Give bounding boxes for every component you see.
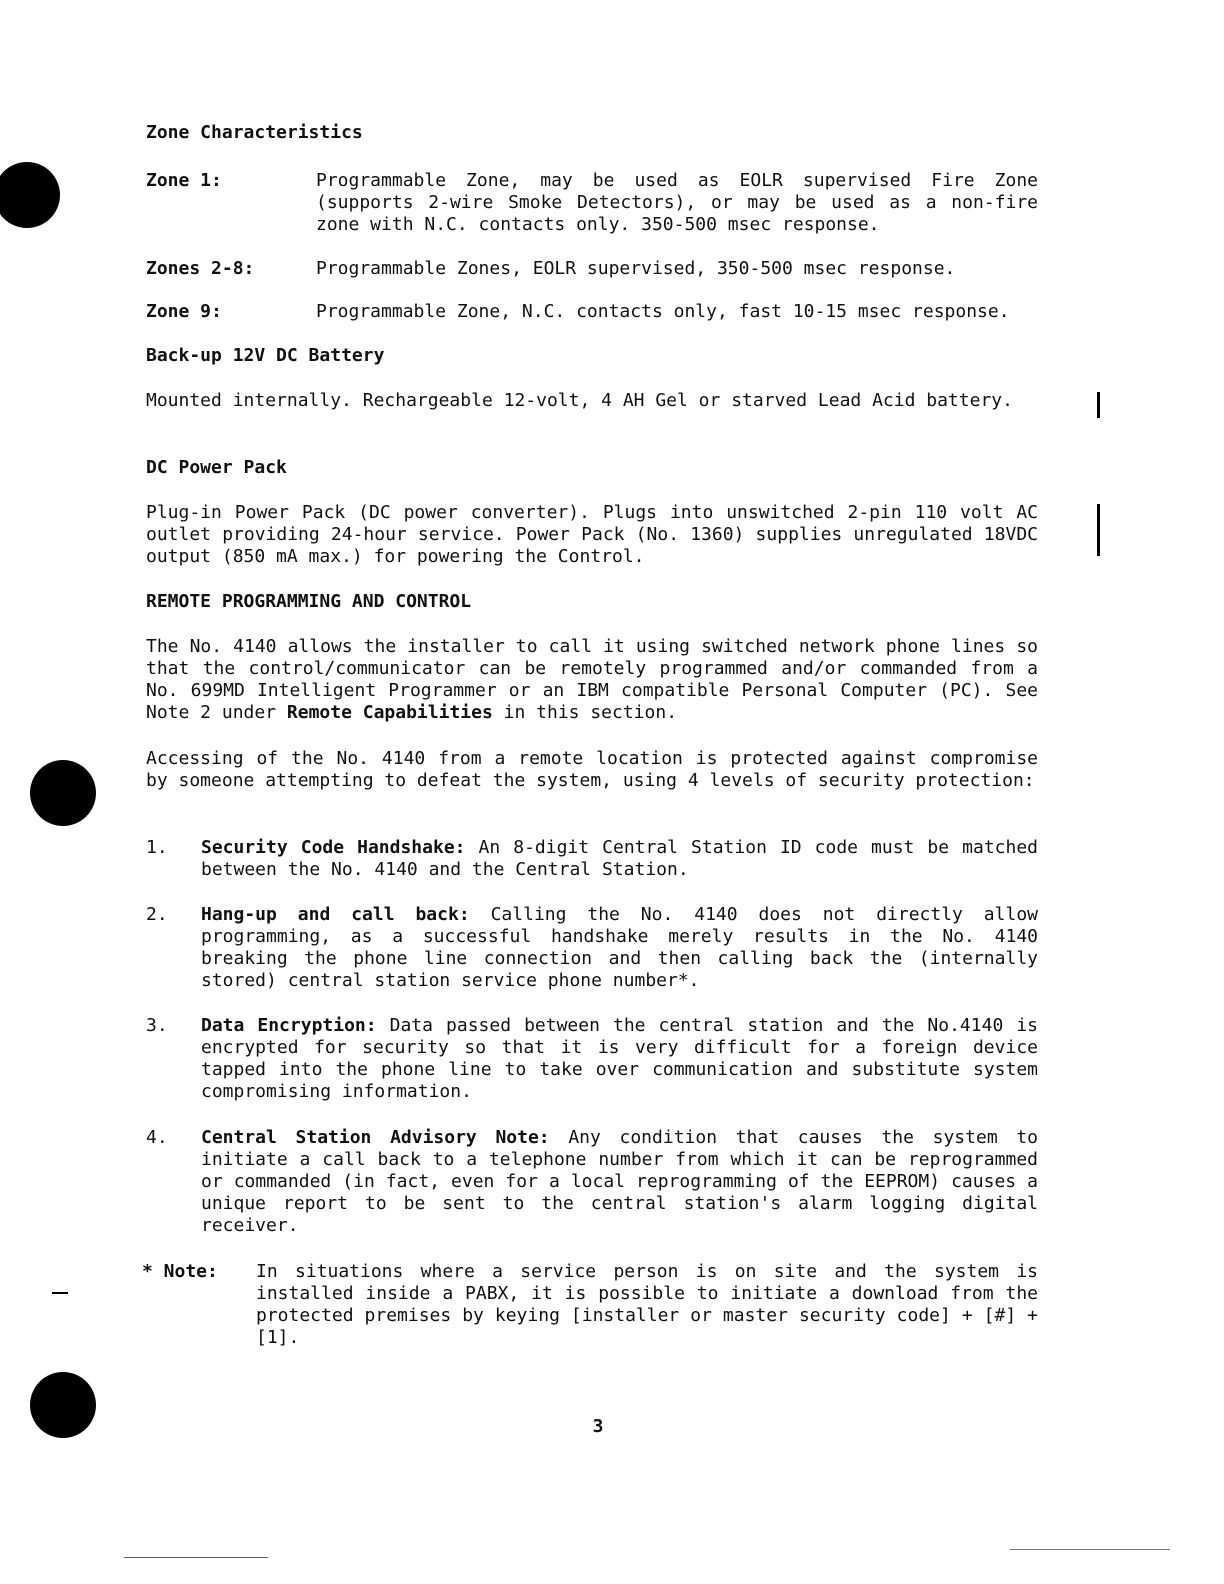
remote-intro-text: The No. 4140 allows the installer to call it using switched network phone lines so that the control/communicator can be remotely programmed and/or commanded from a No. 699MD Intelligent Programmer or an IBM compatible Personal Computer (PC). See Note 2 under: [146, 636, 1038, 723]
zone-label: Zones 2-8:: [146, 258, 255, 279]
item-body: An 8-digit Central Station ID code must be matched between the No. 4140 and the Central Station.: [201, 837, 1038, 880]
power-pack-paragraph: Plug-in Power Pack (DC power converter). Plugs into unswitched 2-pin 110 volt AC outlet providing 24-hour service. Power Pack (No. 1360) supplies unregulated 18VDC output (850 mA max.) for powering the Control.: [146, 502, 1038, 567]
power-pack-heading: DC Power Pack: [146, 457, 287, 478]
item-text: [201, 904, 1038, 992]
remote-intro-paragraph: [146, 636, 1038, 724]
item-text: [201, 1015, 1038, 1103]
scan-edge-line-right: [1010, 1549, 1170, 1550]
change-bar-power: [1097, 504, 1100, 556]
item-title: Security Code Handshake:: [201, 837, 466, 858]
scan-edge-line: [124, 1557, 268, 1558]
access-paragraph: Accessing of the No. 4140 from a remote location is protected against compromise by someone attempting to defeat the system, using 4 levels of security protection:: [146, 748, 1038, 791]
remote-programming-heading: REMOTE PROGRAMMING AND CONTROL: [146, 591, 472, 612]
binder-hole-top: [0, 162, 60, 228]
battery-paragraph: Mounted internally. Rechargeable 12-volt, 4 AH Gel or starved Lead Acid battery.: [146, 390, 1013, 411]
footnote-text: In situations where a service person is on site and the system is installed inside a PABX, it is possible to initiate a download from the protected premises by keying [installer or master security code] + [#] + [1].: [256, 1261, 1038, 1348]
zone-description: Programmable Zone, N.C. contacts only, fast 10-15 msec response.: [316, 301, 1010, 322]
margin-dash: [52, 1292, 68, 1294]
item-text: [201, 837, 1038, 881]
binder-hole-bottom: [30, 1372, 96, 1438]
binder-hole-middle: [30, 760, 96, 826]
zone-characteristics-heading: Zone Characteristics: [146, 122, 363, 143]
item-body: Calling the No. 4140 does not directly allow programming, as a successful handshake merely results in the No. 4140 breaking the phone line connection and then calling back the (internally stored) central station service phone number*.: [201, 904, 1038, 991]
item-number: 4.: [146, 1127, 168, 1148]
footnote-label: * Note:: [142, 1261, 218, 1282]
page-number: 3: [592, 1416, 604, 1437]
item-number: 3.: [146, 1015, 168, 1036]
item-body: Any condition that causes the system to initiate a call back to a telephone number from which it can be reprogrammed or commanded (in fact, even for a local reprogramming of the EEPROM) causes a unique report to be sent to the central station's alarm logging digital receiver.: [201, 1127, 1039, 1236]
item-number: 2.: [146, 904, 168, 925]
zone-description: Programmable Zone, may be used as EOLR supervised Fire Zone (supports 2-wire Smoke Detectors), or may be used as a non-fire zone with N.C. contacts only. 350-500 msec response.: [316, 170, 1038, 235]
item-number: 1.: [146, 837, 168, 858]
remote-intro-tail: in this section.: [492, 702, 678, 723]
change-bar-battery: [1097, 392, 1100, 418]
item-text: [201, 1127, 1038, 1237]
zone-description: Programmable Zones, EOLR supervised, 350-500 msec response.: [316, 258, 956, 279]
item-title: Data Encryption:: [201, 1015, 377, 1036]
zone-label: Zone 1:: [146, 170, 222, 191]
battery-heading: Back-up 12V DC Battery: [146, 345, 385, 366]
zone-label: Zone 9:: [146, 301, 222, 322]
remote-capabilities-reference: Remote Capabilities: [286, 702, 493, 723]
item-body: Data passed between the central station and the No.4140 is encrypted for security so that it is very difficult for a foreign device tapped into the phone line to take over communication and substitute system compromising information.: [201, 1015, 1038, 1102]
item-title: Hang-up and call back:: [201, 904, 470, 925]
item-title: Central Station Advisory Note:: [201, 1127, 550, 1148]
